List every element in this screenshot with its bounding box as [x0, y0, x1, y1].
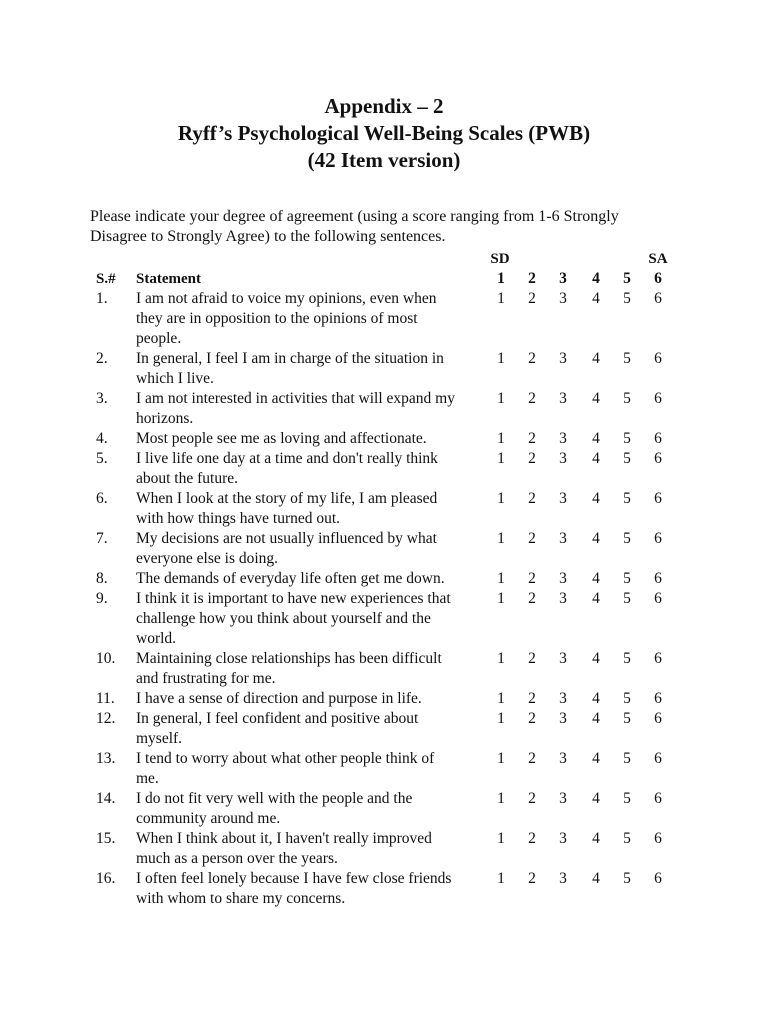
scale-option-1[interactable]: 1: [497, 830, 505, 847]
scale-option-6[interactable]: 6: [654, 350, 662, 367]
statement-line: I think it is important to have new experiences that: [136, 590, 451, 607]
table-row: [0, 449, 768, 489]
scale-option-4[interactable]: 4: [592, 650, 600, 667]
item-statement: [136, 869, 476, 909]
scale-option-5[interactable]: 5: [623, 490, 631, 507]
scale-option-6[interactable]: 6: [654, 450, 662, 467]
scale-option-6[interactable]: 6: [654, 290, 662, 307]
statement-line: community around me.: [136, 810, 281, 827]
scale-option-4[interactable]: 4: [592, 710, 600, 727]
scale-header-2: 2: [528, 270, 536, 287]
item-statement: [136, 489, 476, 529]
scale-option-4[interactable]: 4: [592, 530, 600, 547]
scale-option-5[interactable]: 5: [623, 530, 631, 547]
scale-option-4[interactable]: 4: [592, 830, 600, 847]
table-row: [0, 429, 768, 449]
table-row: [0, 649, 768, 689]
item-number: 12.: [96, 710, 116, 727]
item-statement: [136, 749, 476, 789]
items-table: [0, 289, 768, 909]
scale-option-2[interactable]: 2: [528, 830, 536, 847]
scale-option-3[interactable]: 3: [559, 290, 567, 307]
item-statement: [136, 349, 476, 389]
table-row: [0, 709, 768, 749]
statement-line: horizons.: [136, 410, 194, 427]
item-statement: [136, 789, 476, 829]
statement-line: world.: [136, 630, 177, 647]
instructions-line: Disagree to Strongly Agree) to the following sentences.: [90, 228, 446, 245]
scale-option-2[interactable]: 2: [528, 390, 536, 407]
scale-header-5: 5: [623, 270, 631, 287]
scale-option-5[interactable]: 5: [623, 430, 631, 447]
scale-option-3[interactable]: 3: [559, 450, 567, 467]
appendix-heading: Appendix – 2: [324, 94, 444, 118]
scale-option-4[interactable]: 4: [592, 430, 600, 447]
scale-option-2[interactable]: 2: [528, 590, 536, 607]
scale-header-4: 4: [592, 270, 600, 287]
scale-option-3[interactable]: 3: [559, 870, 567, 887]
statement-line: The demands of everyday life often get me down.: [136, 570, 445, 587]
statement-line: I tend to worry about what other people think of: [136, 750, 435, 767]
scale-option-4[interactable]: 4: [592, 390, 600, 407]
table-row: [0, 869, 768, 909]
strongly-agree-anchor: SA: [648, 251, 668, 267]
table-row: [0, 489, 768, 529]
scale-option-2[interactable]: 2: [528, 350, 536, 367]
instructions-line: Please indicate your degree of agreement (using a score ranging from 1-6 Strongly: [90, 208, 619, 225]
scale-option-3[interactable]: 3: [559, 590, 567, 607]
scale-option-2[interactable]: 2: [528, 790, 536, 807]
scale-option-3[interactable]: 3: [559, 430, 567, 447]
scale-option-6[interactable]: 6: [654, 690, 662, 707]
scale-option-3[interactable]: 3: [559, 790, 567, 807]
scale-option-1[interactable]: 1: [497, 710, 505, 727]
scale-option-5[interactable]: 5: [623, 710, 631, 727]
scale-option-3[interactable]: 3: [559, 830, 567, 847]
table-row: [0, 749, 768, 789]
item-statement: [136, 829, 476, 869]
scale-option-5[interactable]: 5: [623, 590, 631, 607]
statement-header: Statement: [136, 271, 201, 287]
table-row: [0, 289, 768, 349]
table-row: [0, 569, 768, 589]
scale-option-2[interactable]: 2: [528, 690, 536, 707]
strongly-disagree-anchor: SD: [490, 251, 510, 267]
item-number: 6.: [96, 490, 108, 507]
scale-option-5[interactable]: 5: [623, 650, 631, 667]
scale-option-3[interactable]: 3: [559, 570, 567, 587]
statement-line: people.: [136, 330, 182, 347]
version-subtitle: (42 Item version): [307, 148, 461, 172]
statement-line: I do not fit very well with the people and the: [136, 790, 413, 807]
statement-line: In general, I feel confident and positive about: [136, 710, 419, 727]
scale-option-6[interactable]: 6: [654, 590, 662, 607]
table-row: [0, 589, 768, 649]
scale-option-6[interactable]: 6: [654, 870, 662, 887]
scale-option-3[interactable]: 3: [559, 530, 567, 547]
item-number: 5.: [96, 450, 108, 467]
scale-option-3[interactable]: 3: [559, 490, 567, 507]
scale-option-1[interactable]: 1: [497, 290, 505, 307]
item-statement: [136, 649, 476, 689]
item-number: 11.: [96, 690, 115, 707]
scale-option-3[interactable]: 3: [559, 710, 567, 727]
scale-option-3[interactable]: 3: [559, 350, 567, 367]
scale-option-5[interactable]: 5: [623, 690, 631, 707]
scale-option-2[interactable]: 2: [528, 650, 536, 667]
scale-option-6[interactable]: 6: [654, 830, 662, 847]
scale-header-6: 6: [654, 270, 662, 287]
item-statement: [136, 389, 476, 429]
statement-line: When I look at the story of my life, I am pleased: [136, 490, 438, 507]
scale-option-6[interactable]: 6: [654, 490, 662, 507]
scale-option-1[interactable]: 1: [497, 350, 505, 367]
item-number: 4.: [96, 430, 108, 447]
statement-line: about the future.: [136, 470, 239, 487]
table-row: [0, 349, 768, 389]
scale-option-6[interactable]: 6: [654, 750, 662, 767]
scale-option-5[interactable]: 5: [623, 750, 631, 767]
scale-option-2[interactable]: 2: [528, 570, 536, 587]
statement-line: myself.: [136, 730, 183, 747]
scale-option-1[interactable]: 1: [497, 750, 505, 767]
table-row: [0, 829, 768, 869]
scale-option-5[interactable]: 5: [623, 570, 631, 587]
scale-option-1[interactable]: 1: [497, 450, 505, 467]
table-row: [0, 389, 768, 429]
statement-line: much as a person over the years.: [136, 850, 338, 867]
item-statement: [136, 689, 476, 709]
scale-option-1[interactable]: 1: [497, 690, 505, 707]
scale-option-5[interactable]: 5: [623, 390, 631, 407]
scale-option-6[interactable]: 6: [654, 570, 662, 587]
scale-option-4[interactable]: 4: [592, 570, 600, 587]
statement-line: I am not interested in activities that will expand my: [136, 390, 455, 407]
item-number: 13.: [96, 750, 116, 767]
statement-line: Maintaining close relationships has been difficult: [136, 650, 442, 667]
scale-option-5[interactable]: 5: [623, 450, 631, 467]
scale-header-3: 3: [559, 270, 567, 287]
item-statement: [136, 429, 476, 449]
instructions-paragraph: [90, 207, 680, 247]
scale-option-6[interactable]: 6: [654, 650, 662, 667]
item-number: 8.: [96, 570, 108, 587]
item-number: 7.: [96, 530, 108, 547]
scale-option-4[interactable]: 4: [592, 790, 600, 807]
scale-header-1: 1: [497, 270, 505, 287]
item-number: 15.: [96, 830, 116, 847]
scale-title: Ryff’s Psychological Well-Being Scales (PWB): [177, 121, 591, 145]
item-number: 14.: [96, 790, 116, 807]
scale-option-6[interactable]: 6: [654, 790, 662, 807]
scale-option-3[interactable]: 3: [559, 690, 567, 707]
scale-option-1[interactable]: 1: [497, 870, 505, 887]
scale-option-4[interactable]: 4: [592, 690, 600, 707]
scale-option-4[interactable]: 4: [592, 590, 600, 607]
statement-line: me.: [136, 770, 159, 787]
table-header-row: [0, 269, 768, 289]
scale-option-1[interactable]: 1: [497, 650, 505, 667]
item-number: 1.: [96, 290, 108, 307]
scale-option-3[interactable]: 3: [559, 750, 567, 767]
statement-line: My decisions are not usually influenced by what: [136, 530, 437, 547]
scale-option-4[interactable]: 4: [592, 350, 600, 367]
table-row: [0, 689, 768, 709]
item-statement: [136, 529, 476, 569]
statement-line: I am not afraid to voice my opinions, even when: [136, 290, 437, 307]
statement-line: I have a sense of direction and purpose in life.: [136, 690, 422, 707]
table-row: [0, 789, 768, 829]
item-number: 10.: [96, 650, 116, 667]
statement-line: I live life one day at a time and don't really think: [136, 450, 438, 467]
scale-option-5[interactable]: 5: [623, 870, 631, 887]
statement-line: I often feel lonely because I have few close friends: [136, 870, 452, 887]
statement-line: with how things have turned out.: [136, 510, 341, 527]
scale-option-1[interactable]: 1: [497, 490, 505, 507]
item-number: 9.: [96, 590, 108, 607]
scale-option-5[interactable]: 5: [623, 830, 631, 847]
scale-option-4[interactable]: 4: [592, 490, 600, 507]
scale-option-2[interactable]: 2: [528, 490, 536, 507]
item-number: 2.: [96, 350, 108, 367]
scale-option-6[interactable]: 6: [654, 430, 662, 447]
item-statement: [136, 289, 476, 349]
scale-option-1[interactable]: 1: [497, 430, 505, 447]
scale-option-3[interactable]: 3: [559, 650, 567, 667]
statement-line: with whom to share my concerns.: [136, 890, 346, 907]
scale-option-4[interactable]: 4: [592, 450, 600, 467]
scale-option-5[interactable]: 5: [623, 350, 631, 367]
item-statement: [136, 569, 476, 589]
statement-line: challenge how you think about yourself and the: [136, 610, 431, 627]
scale-option-2[interactable]: 2: [528, 530, 536, 547]
scale-option-6[interactable]: 6: [654, 390, 662, 407]
scale-option-1[interactable]: 1: [497, 590, 505, 607]
scale-option-5[interactable]: 5: [623, 790, 631, 807]
scale-option-3[interactable]: 3: [559, 390, 567, 407]
item-statement: [136, 449, 476, 489]
statement-line: everyone else is doing.: [136, 550, 279, 567]
scale-option-2[interactable]: 2: [528, 710, 536, 727]
scale-option-1[interactable]: 1: [497, 530, 505, 547]
scale-option-1[interactable]: 1: [497, 790, 505, 807]
statement-line: they are in opposition to the opinions of most: [136, 310, 418, 327]
scale-option-6[interactable]: 6: [654, 530, 662, 547]
statement-line: In general, I feel I am in charge of the situation in: [136, 350, 444, 367]
scale-option-2[interactable]: 2: [528, 450, 536, 467]
statement-line: When I think about it, I haven't really improved: [136, 830, 432, 847]
scale-option-4[interactable]: 4: [592, 290, 600, 307]
item-statement: [136, 589, 476, 649]
item-statement: [136, 709, 476, 749]
table-row: [0, 529, 768, 569]
statement-line: and frustrating for me.: [136, 670, 276, 687]
statement-line: which I live.: [136, 370, 214, 387]
scale-option-2[interactable]: 2: [528, 750, 536, 767]
scale-option-2[interactable]: 2: [528, 870, 536, 887]
statement-line: Most people see me as loving and affectionate.: [136, 430, 427, 447]
scale-option-6[interactable]: 6: [654, 710, 662, 727]
scale-option-5[interactable]: 5: [623, 290, 631, 307]
scale-option-4[interactable]: 4: [592, 750, 600, 767]
scale-option-2[interactable]: 2: [528, 430, 536, 447]
item-number: 3.: [96, 390, 108, 407]
scale-option-4[interactable]: 4: [592, 870, 600, 887]
serial-number-header: S.#: [96, 271, 116, 287]
scale-option-1[interactable]: 1: [497, 570, 505, 587]
scale-option-1[interactable]: 1: [497, 390, 505, 407]
item-number: 16.: [96, 870, 116, 887]
scale-option-2[interactable]: 2: [528, 290, 536, 307]
